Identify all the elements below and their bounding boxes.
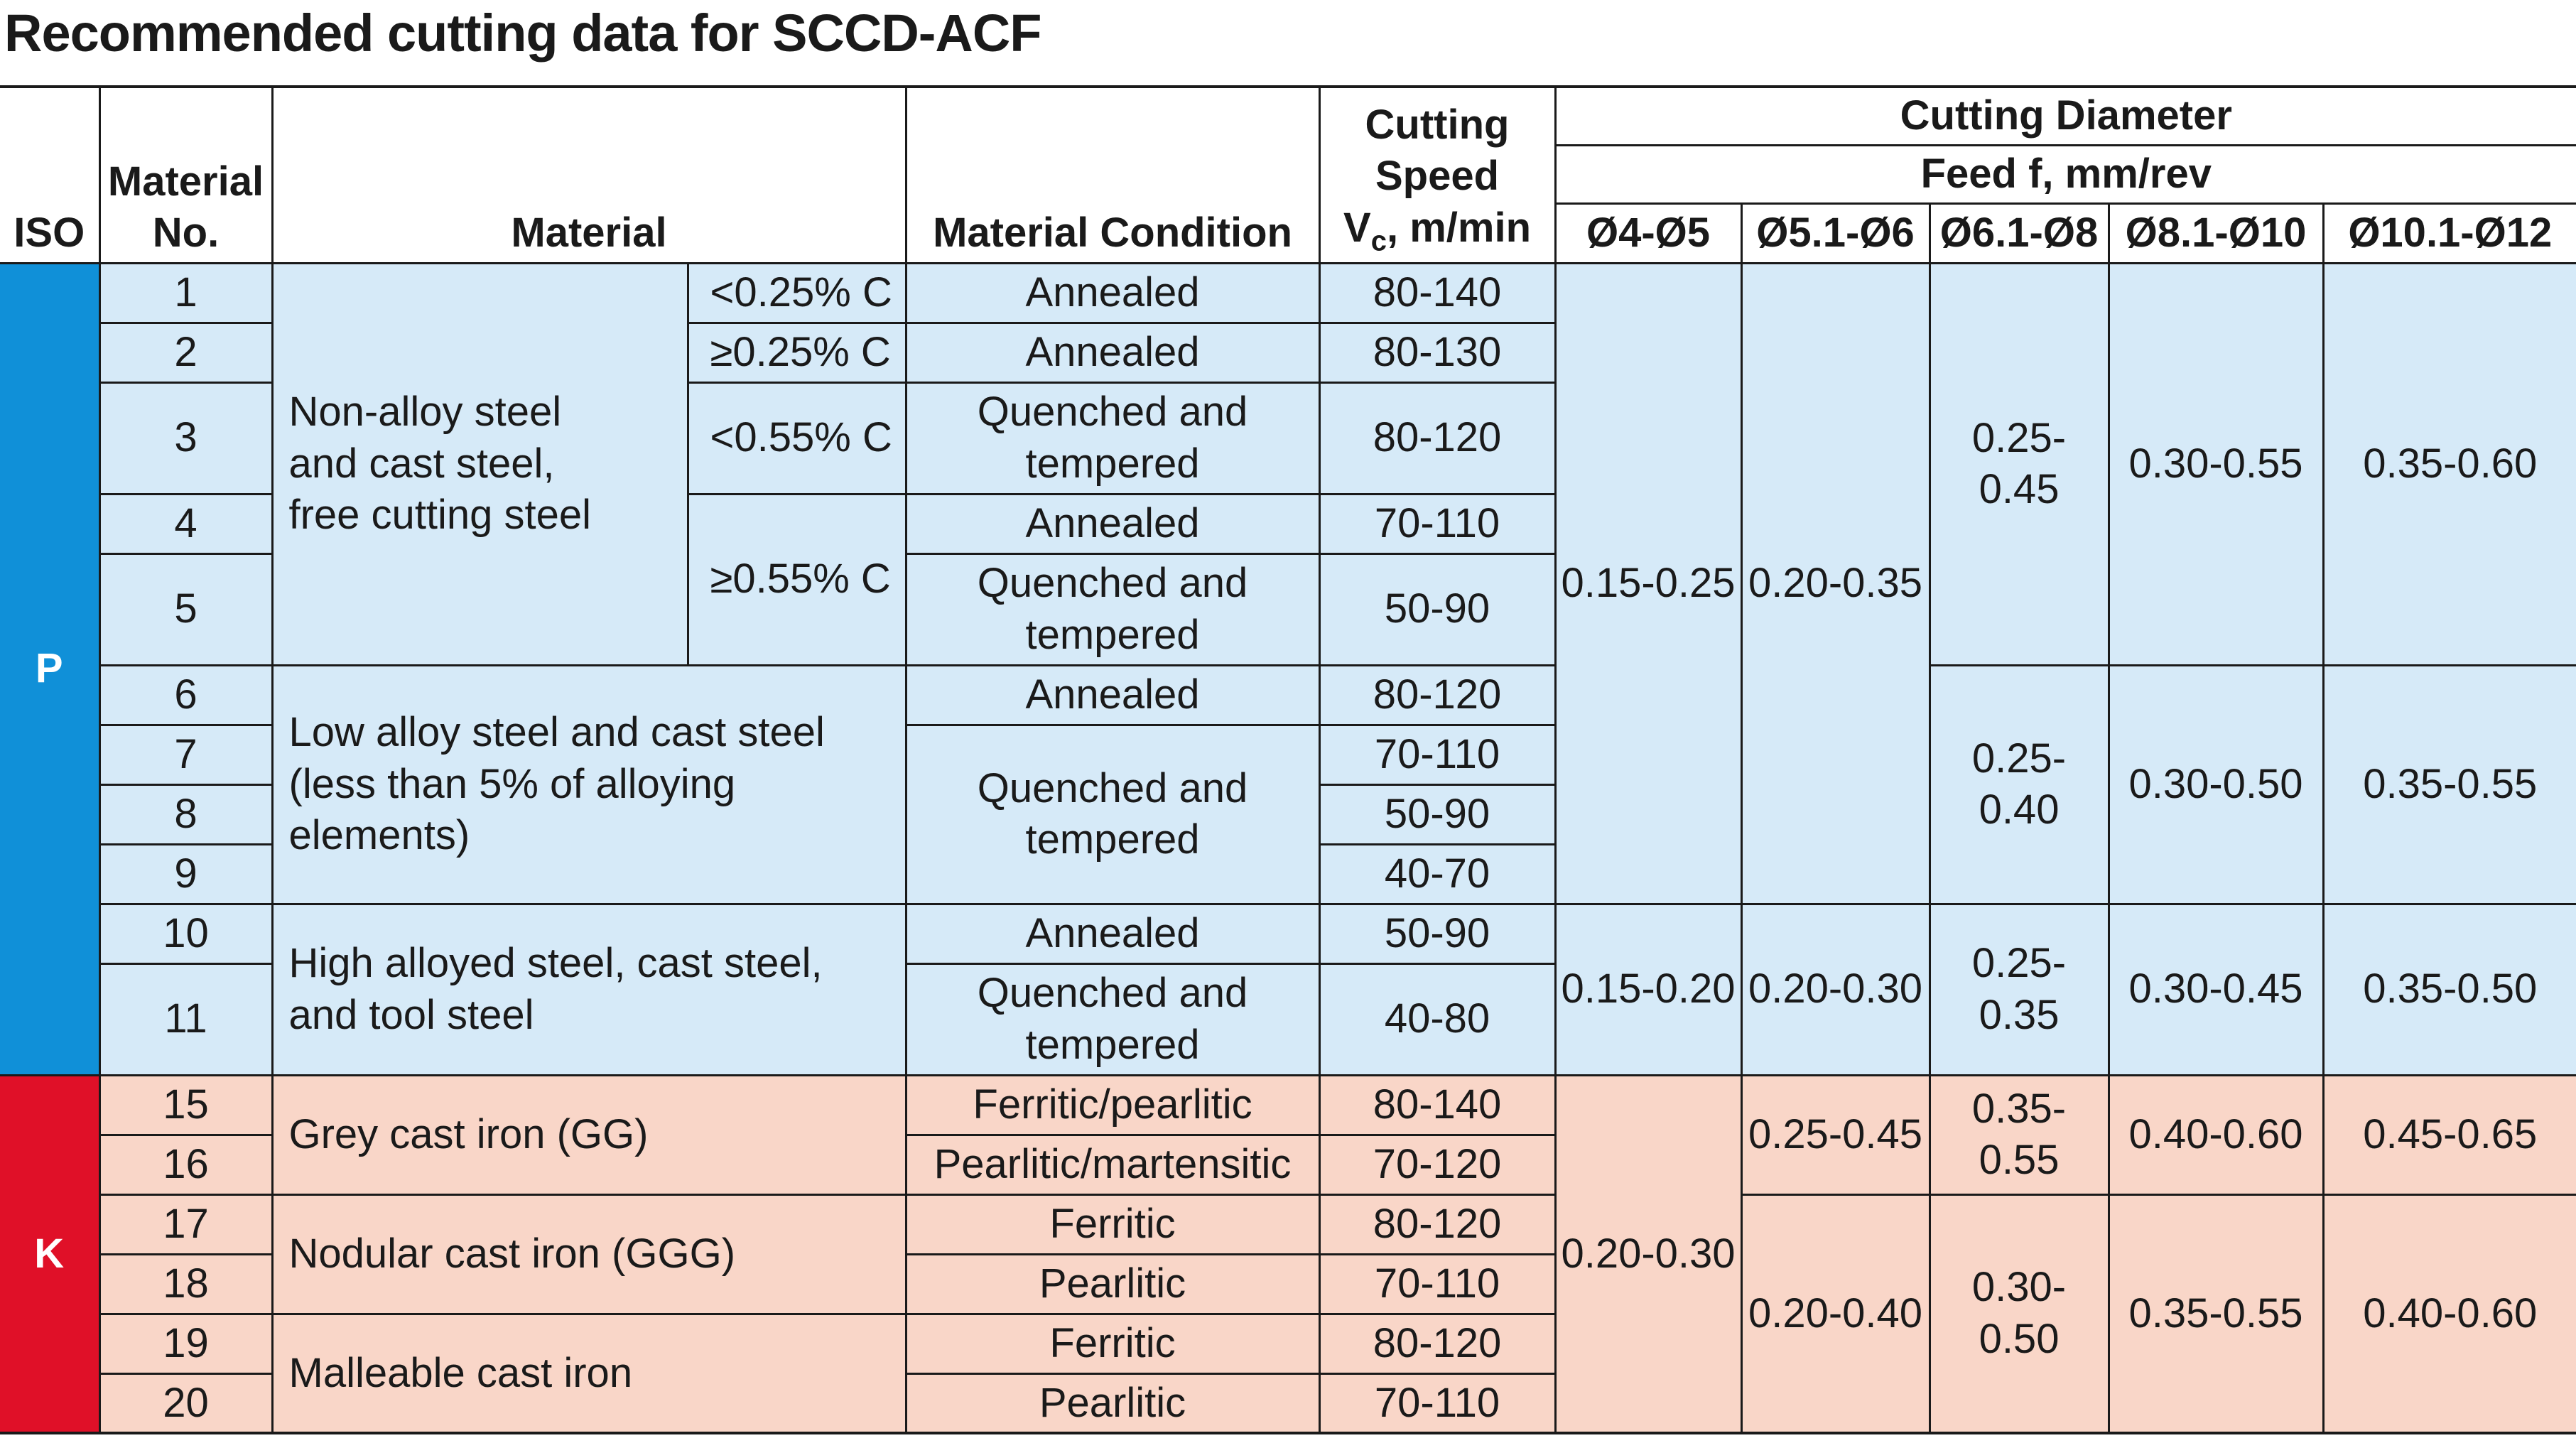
material-no: 15 (99, 1075, 272, 1135)
speed-cell: 50-90 (1319, 904, 1555, 963)
material-line: and tool steel (288, 991, 534, 1038)
cutting-diameter-header: Cutting Diameter (1555, 87, 2576, 145)
carbon-range: <0.55% C (688, 382, 906, 494)
cutting-speed-header (1319, 87, 1555, 263)
iso-group-k: K (0, 1075, 99, 1433)
feed-cell: 0.35-0.60 (2323, 263, 2576, 665)
cutting-data-table (0, 85, 2576, 1434)
material-no: 3 (99, 382, 272, 494)
speed-cell: 80-120 (1319, 665, 1555, 725)
speed-cell: 80-130 (1319, 323, 1555, 382)
material-no: 6 (99, 665, 272, 725)
material-no: 1 (99, 263, 272, 323)
condition-cell: Annealed (906, 665, 1319, 725)
speed-cell: 80-140 (1319, 263, 1555, 323)
condition-cell: Ferritic/pearlitic (906, 1075, 1319, 1135)
condition-cell: Pearlitic (906, 1254, 1319, 1314)
condition-cell: Annealed (906, 323, 1319, 382)
condition-cell (906, 382, 1319, 494)
condition-cell (906, 725, 1319, 904)
feed-cell: 0.20-0.40 (1741, 1194, 1930, 1433)
speed-cell: 40-80 (1319, 963, 1555, 1075)
condition-line: Quenched and (977, 560, 1248, 606)
material-no: 18 (99, 1254, 272, 1314)
material-no: 20 (99, 1373, 272, 1433)
speed-cell: 50-90 (1319, 553, 1555, 665)
material-no: 8 (99, 784, 272, 844)
carbon-range: ≥0.55% C (688, 494, 906, 665)
feed-cell: 0.30-0.45 (2109, 904, 2323, 1075)
speed-cell: 80-140 (1319, 1075, 1555, 1135)
speed-cell: 70-120 (1319, 1135, 1555, 1194)
material-line: free cutting steel (288, 492, 592, 539)
diameter-col-2: Ø5.1-Ø6 (1741, 203, 1930, 263)
material-lowalloy (272, 665, 906, 904)
material-highalloy (272, 904, 906, 1075)
feed-cell: 0.35-0.55 (2323, 665, 2576, 904)
material-no: 5 (99, 553, 272, 665)
condition-cell (906, 963, 1319, 1075)
material-no-header: Material No. (99, 87, 272, 263)
speed-v: V (1343, 204, 1371, 251)
condition-header: Material Condition (906, 87, 1319, 263)
diameter-col-3: Ø6.1-Ø8 (1930, 203, 2109, 263)
feed-header: Feed f, mm/rev (1555, 145, 2576, 203)
condition-line: tempered (1025, 816, 1200, 863)
condition-cell: Annealed (906, 263, 1319, 323)
speed-cell: 50-90 (1319, 784, 1555, 844)
speed-line2: Speed (1375, 153, 1500, 200)
material-line: (less than 5% of alloying elements) (288, 760, 736, 859)
speed-cell: 70-110 (1319, 725, 1555, 784)
speed-cell: 70-110 (1319, 1254, 1555, 1314)
speed-cell: 70-110 (1319, 1373, 1555, 1433)
material-header: Material (272, 87, 906, 263)
page-title: Recommended cutting data for SCCD-ACF (4, 4, 1041, 63)
diameter-col-1: Ø4-Ø5 (1555, 203, 1741, 263)
material-no: 16 (99, 1135, 272, 1194)
condition-cell: Pearlitic (906, 1373, 1319, 1433)
feed-cell: 0.25-0.35 (1930, 904, 2109, 1075)
feed-cell: 0.25-0.40 (1930, 665, 2109, 904)
condition-cell: Ferritic (906, 1194, 1319, 1254)
speed-cell: 80-120 (1319, 382, 1555, 494)
feed-cell: 0.40-0.60 (2109, 1075, 2323, 1194)
material-line: and cast steel, (288, 440, 555, 487)
feed-cell: 0.20-0.30 (1741, 904, 1930, 1075)
material-line: Non-alloy steel (288, 389, 562, 436)
speed-sub: c (1370, 225, 1387, 257)
condition-cell: Ferritic (906, 1314, 1319, 1373)
feed-cell: 0.30-0.55 (2109, 263, 2323, 665)
feed-cell: 0.20-0.30 (1555, 1075, 1741, 1433)
feed-cell: 0.15-0.20 (1555, 904, 1741, 1075)
feed-cell: 0.45-0.65 (2323, 1075, 2576, 1194)
condition-cell: Annealed (906, 494, 1319, 553)
condition-cell (906, 553, 1319, 665)
condition-line: tempered (1025, 440, 1200, 487)
feed-cell: 0.15-0.25 (1555, 263, 1741, 904)
material-no: 7 (99, 725, 272, 784)
material-no: 19 (99, 1314, 272, 1373)
speed-unit: , m/min (1386, 204, 1531, 251)
speed-cell: 80-120 (1319, 1314, 1555, 1373)
material-line: High alloyed steel, cast steel, (288, 940, 823, 986)
diameter-col-5: Ø10.1-Ø12 (2323, 203, 2576, 263)
speed-cell: 80-120 (1319, 1194, 1555, 1254)
material-no: 4 (99, 494, 272, 553)
material-no: 11 (99, 963, 272, 1075)
condition-line: tempered (1025, 611, 1200, 658)
condition-line: Quenched and (977, 389, 1248, 435)
material-line: Low alloy steel and cast steel (288, 709, 825, 756)
condition-cell: Pearlitic/martensitic (906, 1135, 1319, 1194)
condition-line: Quenched and (977, 764, 1248, 811)
feed-cell: 0.35-0.55 (1930, 1075, 2109, 1194)
feed-cell: 0.25-0.45 (1930, 263, 2109, 665)
feed-cell: 0.20-0.35 (1741, 263, 1930, 904)
material-nodular: Nodular cast iron (GGG) (272, 1194, 906, 1314)
condition-cell: Annealed (906, 904, 1319, 963)
material-no: 2 (99, 323, 272, 382)
carbon-range: <0.25% C (688, 263, 906, 323)
feed-cell: 0.35-0.50 (2323, 904, 2576, 1075)
feed-cell: 0.30-0.50 (2109, 665, 2323, 904)
speed-cell: 40-70 (1319, 844, 1555, 904)
feed-cell: 0.40-0.60 (2323, 1194, 2576, 1433)
carbon-range: ≥0.25% C (688, 323, 906, 382)
feed-cell: 0.25-0.45 (1741, 1075, 1930, 1194)
iso-group-p: P (0, 263, 99, 1075)
material-grey: Grey cast iron (GG) (272, 1075, 906, 1194)
condition-line: tempered (1025, 1021, 1200, 1068)
material-no: 9 (99, 844, 272, 904)
iso-header: ISO (0, 87, 99, 263)
feed-cell: 0.35-0.55 (2109, 1194, 2323, 1433)
condition-line: Quenched and (977, 970, 1248, 1016)
material-no: 17 (99, 1194, 272, 1254)
speed-cell: 70-110 (1319, 494, 1555, 553)
material-nonalloy (272, 263, 688, 665)
feed-cell: 0.30-0.50 (1930, 1194, 2109, 1433)
material-malleable: Malleable cast iron (272, 1314, 906, 1433)
material-no: 10 (99, 904, 272, 963)
speed-line1: Cutting (1365, 101, 1510, 148)
diameter-col-4: Ø8.1-Ø10 (2109, 203, 2323, 263)
